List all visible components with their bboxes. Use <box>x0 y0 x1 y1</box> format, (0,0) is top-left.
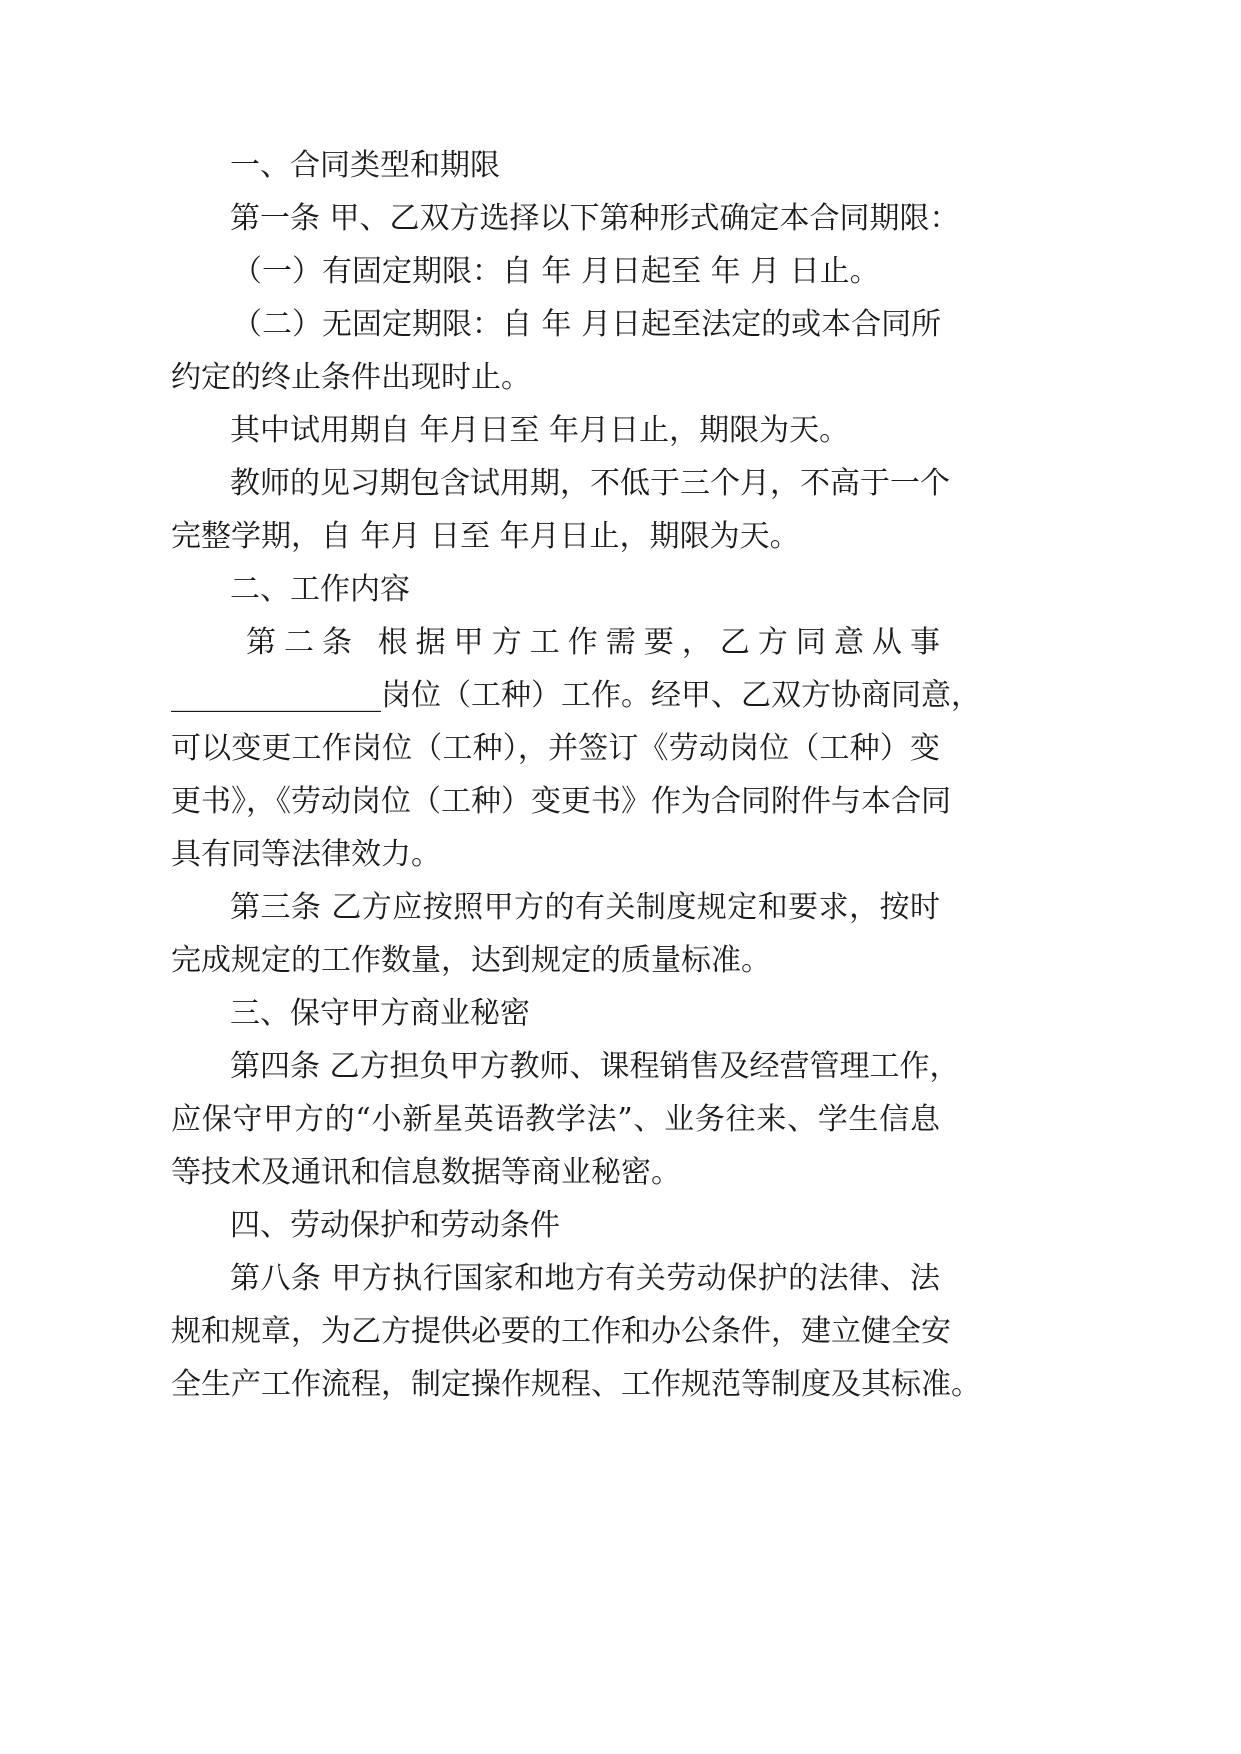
article-8-line-1: 第八条 甲方执行国家和地方有关劳动保护的法律、法 <box>230 1261 940 1296</box>
article-2-line-1: 第二条 根据甲方工作需要，乙方同意从事 <box>246 625 940 660</box>
article-4-line-1: 第四条 乙方担负甲方教师、课程销售及经营管理工作， <box>230 1049 960 1084</box>
article-2-line-3: 可以变更工作岗位（工种），并签订《劳动岗位（工种）变 <box>171 731 940 766</box>
section-heading-contract-type: 一、合同类型和期限 <box>230 148 500 183</box>
article-8-line-2: 规和规章，为乙方提供必要的工作和办公条件，建立健全安 <box>171 1314 951 1349</box>
section-heading-trade-secrets: 三、保守甲方商业秘密 <box>230 996 530 1031</box>
article-3-line-2: 完成规定的工作数量，达到规定的质量标准。 <box>171 943 771 978</box>
article-8-line-3: 全生产工作流程，制定操作规程、工作规范等制度及其标准。 <box>171 1367 981 1402</box>
internship-period-line-2: 完整学期，自 年月 日至 年月日止，期限为天。 <box>171 519 800 554</box>
article-2-line-2: ______________岗位（工种）工作。经甲、乙双方协商同意， <box>171 678 981 713</box>
section-heading-labor-protection: 四、劳动保护和劳动条件 <box>230 1208 560 1243</box>
article-1-line-1: 第一条 甲、乙双方选择以下第种形式确定本合同期限： <box>230 201 960 236</box>
article-2-line-5: 具有同等法律效力。 <box>171 837 441 872</box>
probation-period: 其中试用期自 年月日至 年月日止，期限为天。 <box>230 413 850 448</box>
article-3-line-1: 第三条 乙方应按照甲方的有关制度规定和要求，按时 <box>230 890 940 925</box>
article-2-line-4: 更书》，《劳动岗位（工种）变更书》作为合同附件与本合同 <box>171 784 951 819</box>
internship-period-line-1: 教师的见习期包含试用期，不低于三个月，不高于一个 <box>230 466 950 501</box>
article-4-line-2: 应保守甲方的“小新星英语教学法”、业务往来、学生信息 <box>171 1102 940 1137</box>
article-4-line-3: 等技术及通讯和信息数据等商业秘密。 <box>171 1155 681 1190</box>
term-option-open-line-2: 约定的终止条件出现时止。 <box>171 360 531 395</box>
term-option-fixed: （一）有固定期限：自 年 月日起至 年 月 日止。 <box>232 254 880 289</box>
section-heading-work-content: 二、工作内容 <box>230 572 410 607</box>
term-option-open-line-1: （二）无固定期限：自 年 月日起至法定的或本合同所 <box>232 307 942 342</box>
